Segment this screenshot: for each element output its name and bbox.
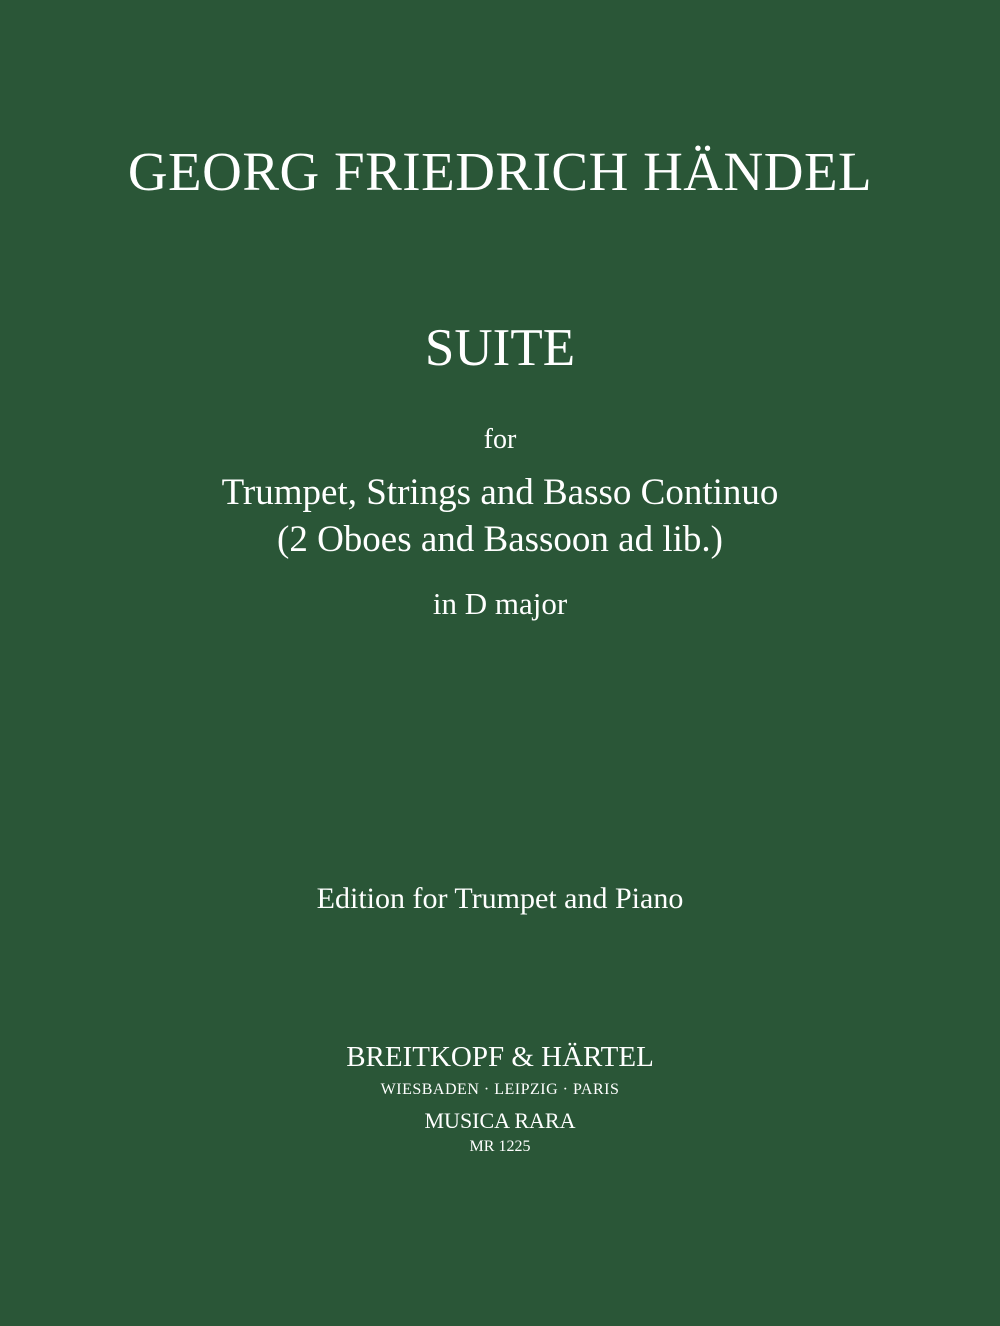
- for-label: for: [483, 424, 517, 455]
- instrumentation-main: Trumpet, Strings and Basso Continuo: [221, 472, 779, 513]
- key-signature: in D major: [432, 586, 568, 621]
- imprint-name: MUSICA RARA: [424, 1108, 576, 1133]
- catalog-number: MR 1225: [469, 1138, 531, 1155]
- edition-note: Edition for Trumpet and Piano: [316, 882, 684, 915]
- publisher-cities: WIESBADEN · LEIPZIG · PARIS: [380, 1081, 620, 1098]
- publisher-name: BREITKOPF & HÄRTEL: [346, 1041, 654, 1073]
- work-title: SUITE: [424, 319, 576, 377]
- composer-name: GEORG FRIEDRICH HÄNDEL: [127, 141, 873, 202]
- instrumentation-optional: (2 Oboes and Bassoon ad lib.): [277, 519, 723, 560]
